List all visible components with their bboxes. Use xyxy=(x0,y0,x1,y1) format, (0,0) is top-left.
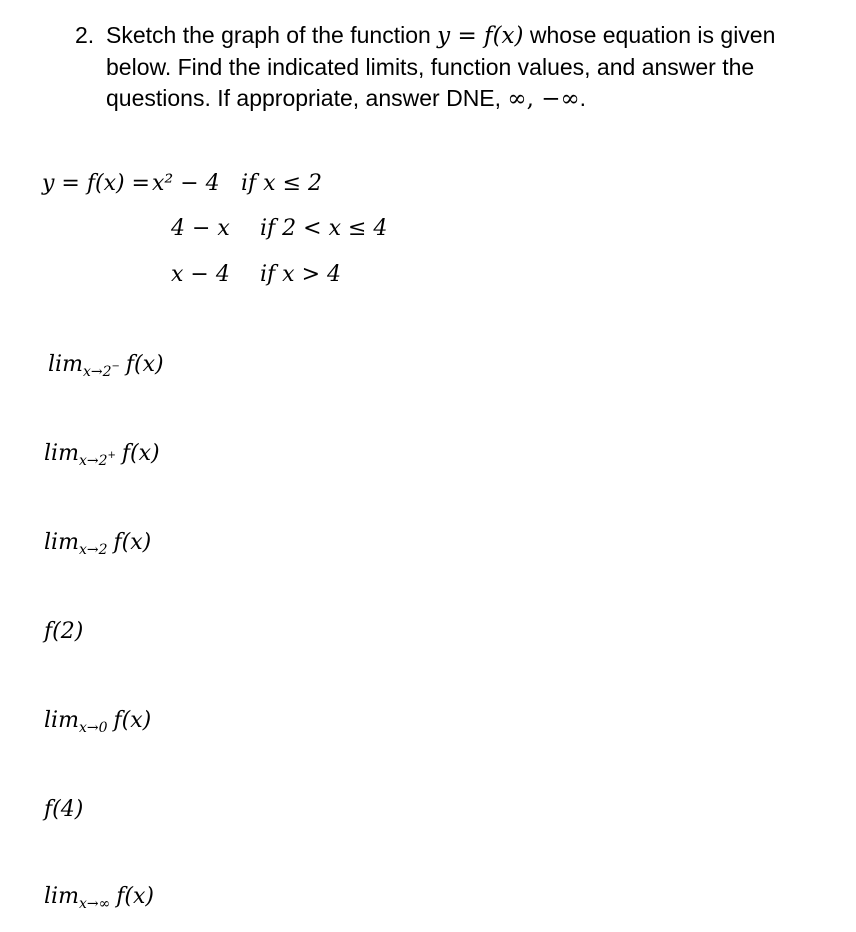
limit-subscript xyxy=(78,450,116,469)
problem-number: 2. xyxy=(75,22,95,48)
problem-line-1-post: whose equation is given xyxy=(523,22,776,48)
piece-2-expression: 4 − x xyxy=(171,216,230,241)
limit-label: lim xyxy=(44,708,79,733)
limit-x-to-infinity xyxy=(44,884,154,912)
limit-label: lim xyxy=(44,530,79,555)
problem-line-1-equation: y = f(x) xyxy=(437,23,524,49)
limit-function: f(x) xyxy=(125,352,164,377)
problem-line-3-symbols: ∞, −∞ xyxy=(507,86,580,112)
problem-text xyxy=(106,20,846,115)
problem-line-3 xyxy=(106,83,846,115)
limit-label: lim xyxy=(44,441,79,466)
limit-function: f(x) xyxy=(116,884,154,909)
piece-row-2 xyxy=(171,216,387,241)
limit-label: lim xyxy=(48,352,83,377)
function-value: f(4) xyxy=(44,797,84,822)
problem-line-3-pre: questions. If appropriate, answer DNE, xyxy=(106,85,508,111)
limit-x-to-0 xyxy=(44,708,151,736)
limit-function: f(x) xyxy=(113,708,152,733)
function-value: f(2) xyxy=(44,619,84,644)
limit-side: + xyxy=(107,450,116,461)
limit-approach: x→∞ xyxy=(78,896,111,912)
limit-subscript xyxy=(79,720,108,736)
limit-x-to-2-right xyxy=(44,441,160,469)
problem-line-3-post: . xyxy=(579,85,587,111)
limit-approach: x→0 xyxy=(78,720,108,736)
piece-row-1 xyxy=(152,171,322,196)
limit-function: f(x) xyxy=(121,441,160,466)
piece-2-condition: if 2 < x ≤ 4 xyxy=(260,216,388,241)
piece-3-condition: if x > 4 xyxy=(260,262,341,287)
problem-line-2: below. Find the indicated limits, function values, and answer the xyxy=(106,54,755,80)
problem-line-1 xyxy=(106,20,846,52)
piece-row-3 xyxy=(171,262,341,287)
limit-approach: x→2 xyxy=(78,542,108,558)
problem-line-1-pre: Sketch the graph of the function xyxy=(106,22,438,48)
limit-side: − xyxy=(111,361,120,372)
limit-subscript xyxy=(79,896,110,912)
limit-function: f(x) xyxy=(113,530,152,555)
limit-subscript xyxy=(82,361,120,380)
limit-approach: x→2 xyxy=(78,453,108,469)
limit-x-to-2 xyxy=(44,530,151,558)
piece-1-condition: if x ≤ 2 xyxy=(241,171,322,196)
piece-3-expression: x − 4 xyxy=(171,262,230,287)
limit-label: lim xyxy=(44,884,79,909)
piece-1-expression: x² − 4 xyxy=(152,171,220,196)
function-value-f-4 xyxy=(44,797,83,822)
function-lhs: y = f(x) = xyxy=(42,171,150,196)
limit-approach: x→2 xyxy=(82,364,112,380)
function-value-f-2 xyxy=(44,619,83,644)
limit-subscript xyxy=(79,542,108,558)
limit-x-to-2-left xyxy=(48,352,164,380)
